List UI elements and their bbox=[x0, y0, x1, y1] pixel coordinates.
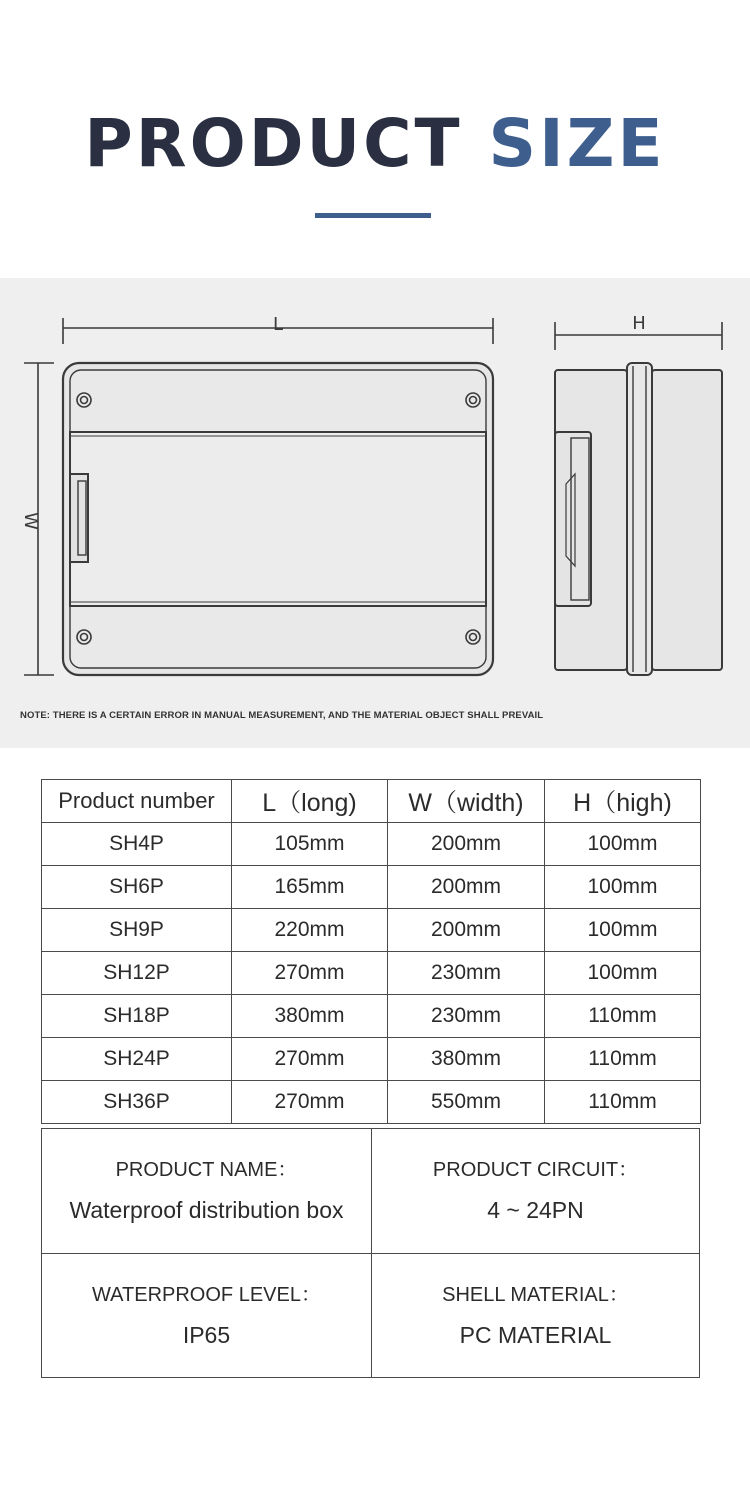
page-title bbox=[0, 104, 750, 184]
product-name-value: Waterproof distribution box bbox=[69, 1197, 344, 1223]
size-table bbox=[41, 779, 701, 1124]
label-h: H bbox=[632, 313, 646, 334]
waterproof-level-value: IP65 bbox=[182, 1322, 231, 1348]
col-header-width: W（width) bbox=[388, 780, 545, 823]
waterproof-level-cell bbox=[42, 1254, 372, 1377]
table-row bbox=[42, 952, 701, 995]
product-circuit-cell bbox=[372, 1129, 699, 1254]
cell-product: SH18P bbox=[42, 995, 232, 1038]
cell-product: SH6P bbox=[42, 866, 232, 909]
table-row bbox=[42, 995, 701, 1038]
cell-width: 200mm bbox=[388, 866, 545, 909]
label-w: W bbox=[20, 512, 41, 530]
cell-length: 270mm bbox=[232, 1081, 388, 1124]
side-view bbox=[555, 363, 722, 675]
product-circuit-value: 4 ~ 24PN bbox=[487, 1197, 584, 1223]
cell-height: 110mm bbox=[545, 1038, 701, 1081]
cell-length: 380mm bbox=[232, 995, 388, 1038]
product-circuit-label: PRODUCT CIRCUIT： bbox=[432, 1159, 639, 1181]
product-info-grid bbox=[41, 1128, 700, 1378]
col-header-product-number: Product number bbox=[42, 780, 232, 823]
shell-material-value: PC MATERIAL bbox=[459, 1322, 612, 1348]
cell-height: 100mm bbox=[545, 952, 701, 995]
measurement-note: NOTE: THERE IS A CERTAIN ERROR IN MANUAL MEASUREMENT, AND THE MATERIAL OBJECT SHALL PREVAIL bbox=[20, 710, 544, 721]
cell-width: 200mm bbox=[388, 909, 545, 952]
label-l: L bbox=[272, 314, 284, 335]
shell-material-label: SHELL MATERIAL： bbox=[442, 1284, 629, 1306]
front-view bbox=[63, 363, 493, 675]
cell-product: SH4P bbox=[42, 823, 232, 866]
col-header-length: L（long) bbox=[232, 780, 388, 823]
cell-length: 105mm bbox=[232, 823, 388, 866]
dimension-diagram bbox=[0, 278, 750, 748]
title-primary: PRODUCT bbox=[84, 105, 463, 182]
cell-height: 100mm bbox=[545, 823, 701, 866]
cell-width: 230mm bbox=[388, 995, 545, 1038]
cell-height: 100mm bbox=[545, 909, 701, 952]
product-name-cell bbox=[42, 1129, 372, 1254]
waterproof-level-label: WATERPROOF LEVEL： bbox=[92, 1284, 321, 1306]
table-row bbox=[42, 1038, 701, 1081]
box-drawing bbox=[0, 278, 750, 748]
cell-height: 110mm bbox=[545, 995, 701, 1038]
table-header-row bbox=[42, 780, 701, 823]
cell-width: 380mm bbox=[388, 1038, 545, 1081]
product-name-label: PRODUCT NAME： bbox=[115, 1159, 298, 1181]
cell-product: SH36P bbox=[42, 1081, 232, 1124]
shell-material-cell bbox=[372, 1254, 699, 1377]
title-accent: SIZE bbox=[488, 105, 666, 182]
cell-width: 230mm bbox=[388, 952, 545, 995]
table-row bbox=[42, 1081, 701, 1124]
table-row bbox=[42, 909, 701, 952]
cell-product: SH24P bbox=[42, 1038, 232, 1081]
cell-height: 110mm bbox=[545, 1081, 701, 1124]
cell-length: 165mm bbox=[232, 866, 388, 909]
table-row bbox=[42, 823, 701, 866]
cell-length: 270mm bbox=[232, 1038, 388, 1081]
cell-length: 220mm bbox=[232, 909, 388, 952]
cell-length: 270mm bbox=[232, 952, 388, 995]
cell-height: 100mm bbox=[545, 866, 701, 909]
cell-width: 200mm bbox=[388, 823, 545, 866]
cell-product: SH9P bbox=[42, 909, 232, 952]
table-row bbox=[42, 866, 701, 909]
col-header-height: H（high) bbox=[545, 780, 701, 823]
title-underline bbox=[315, 213, 431, 218]
cell-width: 550mm bbox=[388, 1081, 545, 1124]
cell-product: SH12P bbox=[42, 952, 232, 995]
